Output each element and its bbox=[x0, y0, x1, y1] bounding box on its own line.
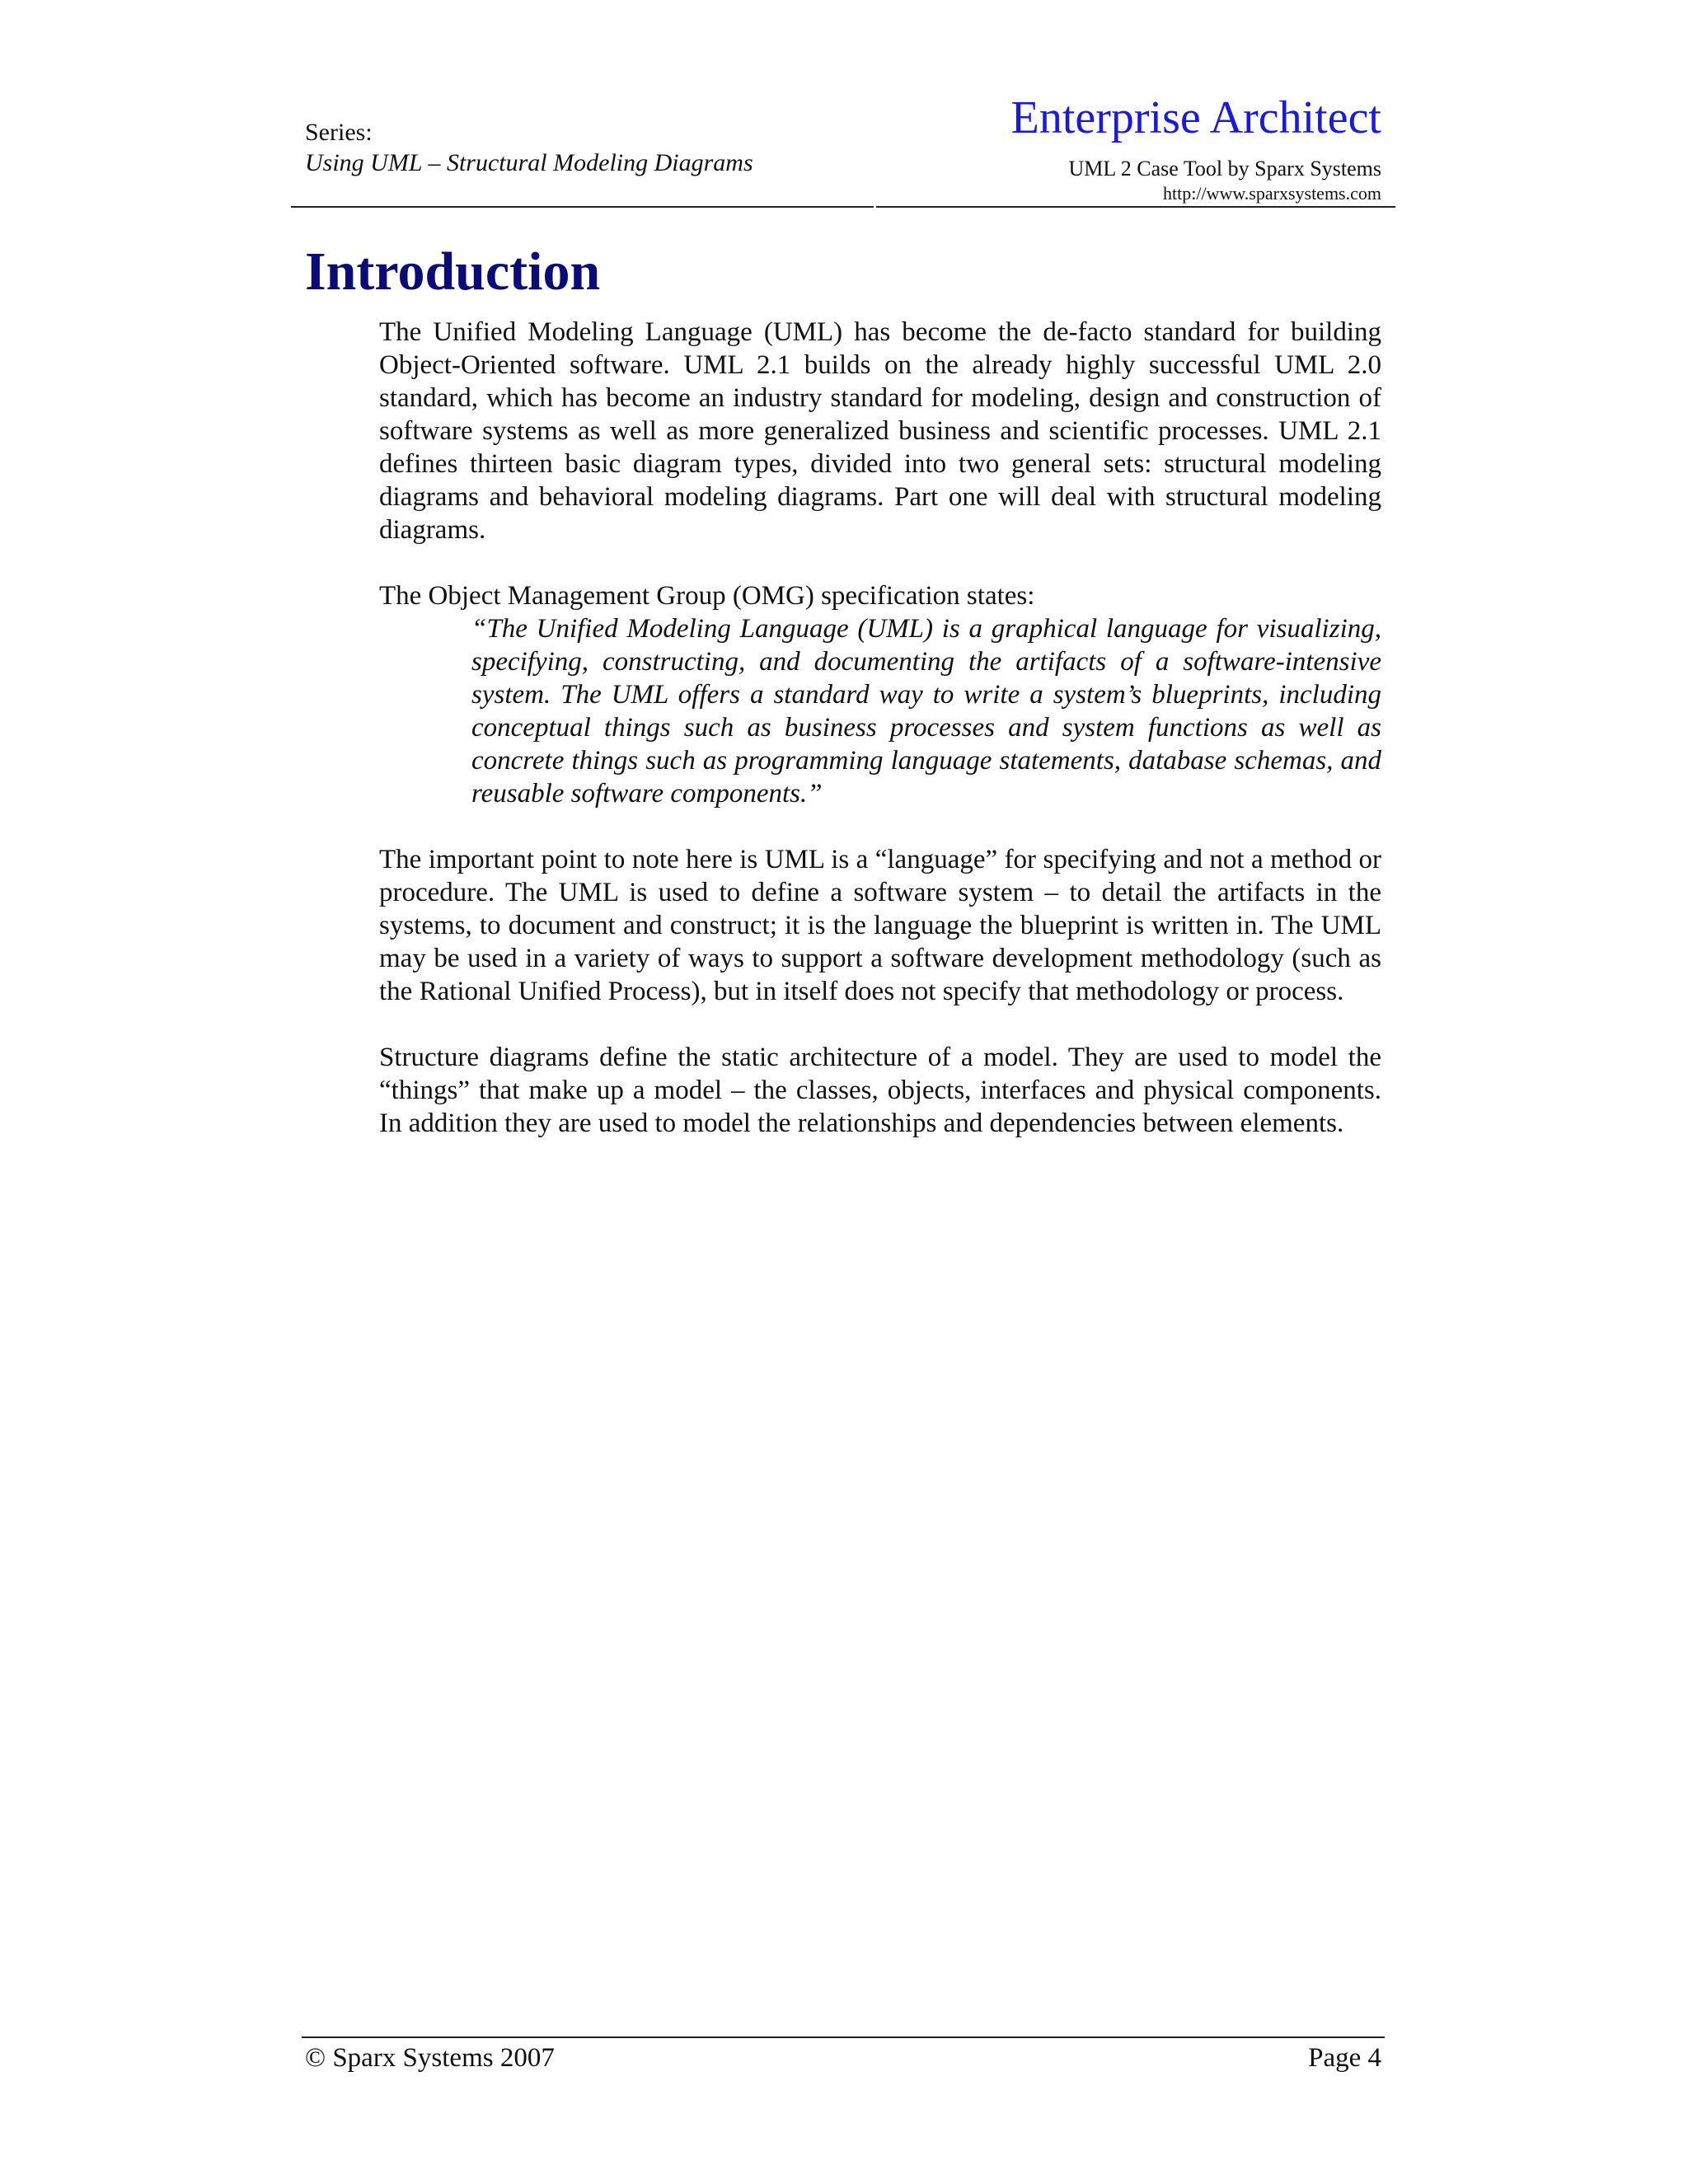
footer-page-number: Page 4 bbox=[1308, 2043, 1381, 2073]
page-title: Introduction bbox=[305, 241, 601, 302]
header-divider-left bbox=[291, 206, 874, 208]
language-paragraph: The important point to note here is UML is a “language” for specifying and not a method or procedure. The UML is used to define a software system – to detail the artifacts in the systems, to document and construct; it is the language the blueprint is written in. The UML may be used in a variety of ways to support a software development methodology (such as the Rational Unified Process), but in itself does not specify that methodology or process. bbox=[379, 845, 1381, 1006]
footer-copyright: © Sparx Systems 2007 bbox=[305, 2043, 555, 2073]
structure-paragraph: Structure diagrams define the static architecture of a model. They are used to model the “things” that make up a model – the classes, objects, interfaces and physical components. In addition they are used to model the relationships and dependencies between elements. bbox=[379, 1043, 1381, 1138]
header-series-label: Series: bbox=[305, 119, 373, 146]
header-tagline: UML 2 Case Tool by Sparx Systems bbox=[1068, 157, 1381, 180]
header-divider-right bbox=[876, 206, 1395, 208]
intro-paragraph: The Unified Modeling Language (UML) has become the de-facto standard for building Object-Oriented software. UML 2.1 builds on the already highly successful UML 2.0 standard, which has become an industry standard for modeling, design and construction of software systems as well as more generalized business and scientific processes. UML 2.1 defines thirteen basic diagram types, divided into two general sets: structural modeling diagrams and behavioral modeling diagrams. Part one will deal with structural modeling diagrams. bbox=[379, 317, 1381, 545]
header-url: http://www.sparxsystems.com bbox=[1163, 183, 1381, 204]
header-product-name: Enterprise Architect bbox=[1010, 92, 1381, 143]
omg-intro-paragraph: The Object Management Group (OMG) specification states: bbox=[379, 581, 1035, 611]
omg-quote: “The Unified Modeling Language (UML) is a graphical language for visualizing, specifying, constructing, and documenting the artifacts of a software-intensive system. The UML offers a standard way to write a system’s blueprints, including conceptual things such as business processes and system functions as well as concrete things such as programming language statements, database schemas, and reusable software components.” bbox=[471, 614, 1381, 808]
footer-divider bbox=[302, 2036, 1385, 2038]
header-series-title: Using UML – Structural Modeling Diagrams bbox=[305, 149, 753, 176]
body-content bbox=[379, 316, 1381, 1140]
